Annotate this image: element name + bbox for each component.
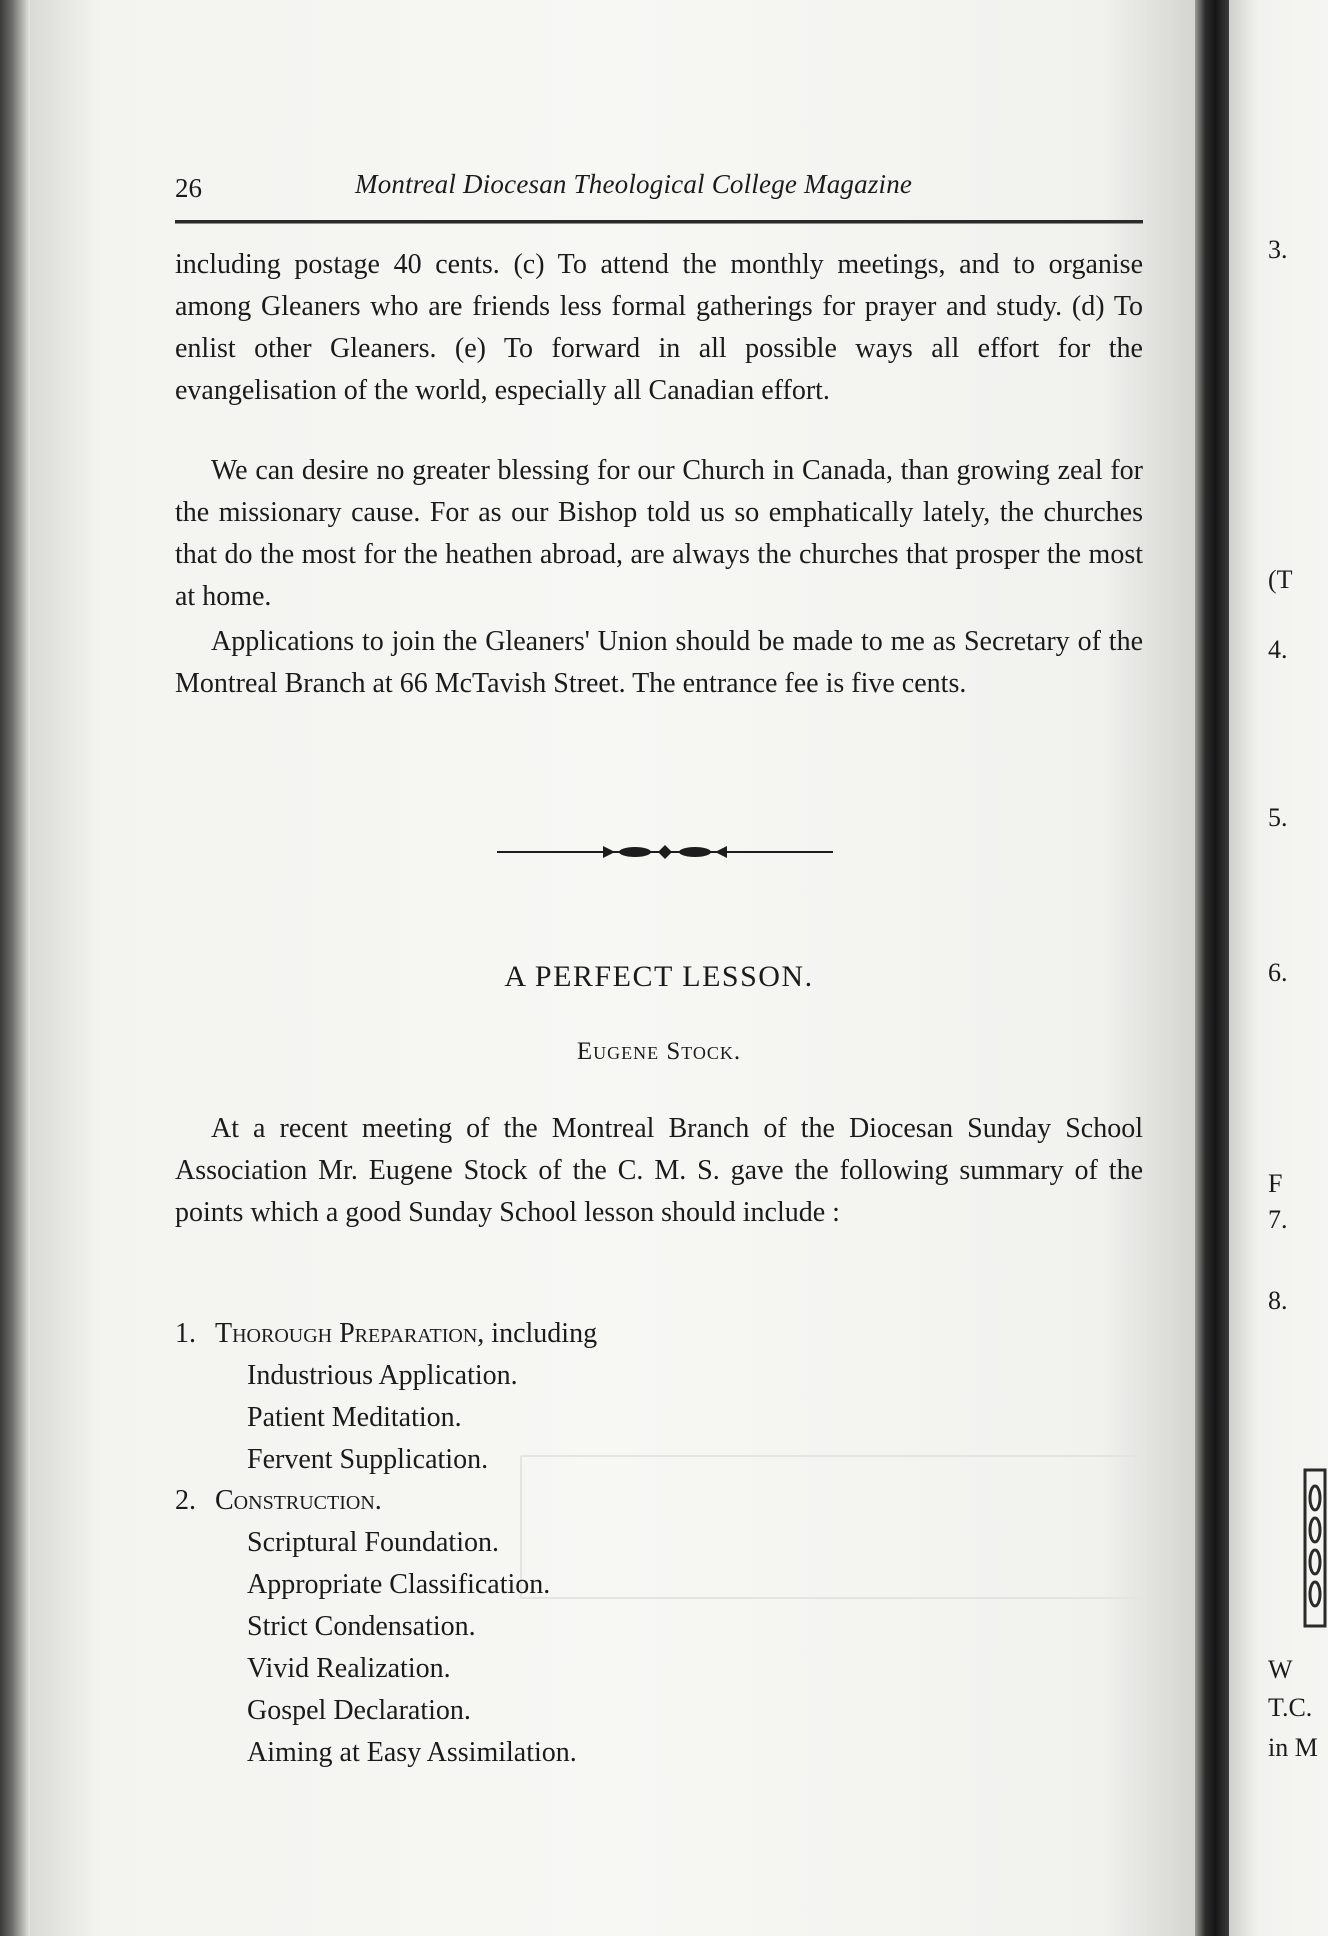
list-item: Appropriate Classification. [247,1569,551,1600]
paragraph-missionary-zeal [175,450,1143,618]
list-item: Scriptural Foundation. [247,1527,499,1558]
page-gutter-shadow [1195,0,1229,1936]
lesson-point-1 [175,1313,1143,1481]
article-title: A PERFECT LESSON. [504,960,814,993]
page-header [175,165,1143,215]
facing-page-fragment: 3. [1268,235,1288,264]
facing-page-fragment: 4. [1268,635,1288,664]
list-heading [175,1480,1143,1522]
paragraph-text: At a recent meeting of the Montreal Branch of the Diocesan Sunday School Association Mr. Eugene Stock of the C. M. S. gave the following summary of the points which a good Sunday School lesson should include : [175,1113,1143,1228]
list-item: Patient Meditation. [247,1402,462,1433]
list-item: Aiming at Easy Assimilation. [247,1737,577,1768]
running-title: Montreal Diocesan Theological College Magazine [355,169,913,199]
chain-border-ornament-icon [1302,1468,1328,1628]
paragraph-text: including postage 40 cents. (c) To attend the monthly meetings, and to organise among Gleaners who are friends less formal gatherings for prayer and study. (d) To enlist other Gleaners. (e) To forward in all possible ways all effort for the evangelisation of the world, especially all Canadian effort. [175,249,1143,406]
list-heading-suffix: including [484,1318,598,1349]
facing-page-fragment: F [1268,1169,1283,1198]
article-author: Eugene Stock. [576,1038,742,1065]
facing-page-fragment: in M [1268,1733,1318,1762]
lesson-point-2 [175,1480,1143,1774]
article-intro [175,1108,1143,1234]
facing-page-fragment: 7. [1268,1205,1288,1234]
facing-page-fragment: W [1268,1655,1293,1684]
list-heading-label: Thorough Preparation, [215,1318,485,1349]
section-divider-ornament-icon [495,840,835,864]
paragraph-text: Applications to join the Gleaners' Union should be made to me as Secretary of the Montreal Branch at 66 McTavish Street. The entrance fee is five cents. [175,626,1143,699]
paragraph-text: We can desire no greater blessing for our Church in Canada, than growing zeal for the missionary cause. For as our Bishop told us so emphatically lately, the churches that do the most for the heathen abroad, are always the churches that prosper the most at home. [175,455,1143,612]
list-heading-label: Construction. [215,1485,382,1516]
paragraph-applications [175,621,1143,705]
list-item: Fervent Supplication. [247,1444,489,1475]
list-item: Industrious Application. [247,1360,518,1391]
header-rule [175,220,1143,224]
facing-page-fragment: 5. [1268,803,1288,832]
list-item: Strict Condensation. [247,1611,476,1642]
page-number: 26 [175,173,202,203]
list-item: Vivid Realization. [247,1653,451,1684]
list-item: Gospel Declaration. [247,1695,471,1726]
list-number: 1. [175,1318,196,1349]
list-number: 2. [175,1485,196,1516]
facing-page-fragment: 6. [1268,958,1288,987]
facing-page-fragment: (T [1268,565,1293,594]
facing-page-fragment: 8. [1268,1286,1288,1315]
paragraph-gleaners-duties [175,244,1143,412]
facing-page-fragment: T.C. [1268,1693,1313,1722]
list-heading [175,1313,1143,1355]
book-binding-edge [0,0,30,1936]
